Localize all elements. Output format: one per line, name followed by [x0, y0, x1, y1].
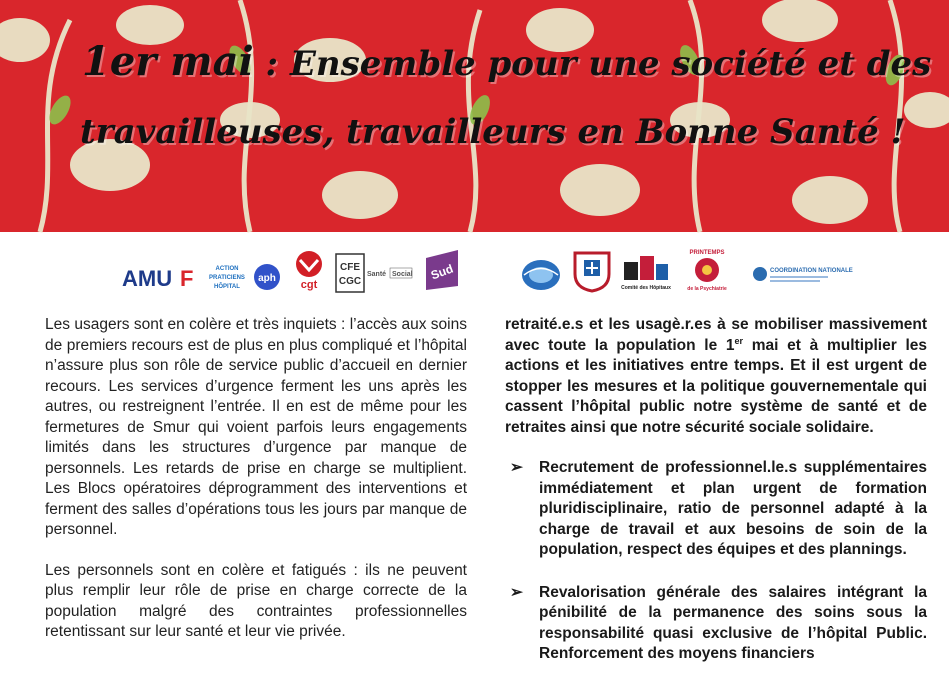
svg-text:Comité des Hôpitaux: Comité des Hôpitaux	[621, 285, 671, 291]
logo-shield	[572, 250, 612, 292]
ordinal-superscript: er	[734, 335, 744, 346]
logo-amuf	[120, 262, 200, 292]
left-column	[45, 315, 467, 663]
logo-sante-social	[366, 266, 412, 280]
svg-text:COORDINATION NATIONALE: COORDINATION NATIONALE	[770, 268, 853, 274]
arrow-bullet-icon: ➢	[510, 459, 523, 476]
logo-cgt	[292, 250, 326, 292]
arrow-bullet-icon: ➢	[510, 583, 523, 601]
svg-text:Sud: Sud	[428, 261, 456, 283]
title-colon: :	[253, 44, 290, 84]
svg-text:aph: aph	[258, 273, 276, 284]
right-paragraph-mobilisation	[505, 315, 927, 438]
logo-comite-des-hopitaux	[618, 252, 674, 292]
right-paragraph-text-b: mai et à multiplier les actions et les initiatives entre temps. Et il est urgent de stopper les mesures et la politique gouvernementale qui cassent l’hôpital public notre système de santé et de retraites ainsi que notre sécurité sociale solidaire.	[505, 336, 927, 436]
svg-text:CGC: CGC	[338, 276, 362, 287]
svg-text:CFE: CFE	[340, 262, 360, 273]
svg-text:HÔPITAL: HÔPITAL	[214, 284, 240, 290]
demand-item-recrutement	[505, 458, 927, 561]
demand-text: Revalorisation générale des salaires intégrant la pénibilité de la permanence des soins sous la responsabilité quasi exclusive de l’hôpital Public. Renforcement des moyens financiers	[539, 583, 927, 662]
logo-aph	[252, 263, 282, 291]
logo-cfe-cgc	[335, 253, 365, 293]
right-paragraph-text-a: retraité.e.s et les usagè.r.es à se mobiliser massivement avec toute la population le 1	[505, 316, 927, 354]
svg-text:de la Psychiatrie: de la Psychiatrie	[687, 286, 727, 292]
banner	[0, 0, 949, 232]
svg-text:AMU: AMU	[122, 266, 173, 291]
demand-item-revalorisation	[505, 583, 927, 665]
banner-title-line-1	[82, 38, 931, 85]
right-column	[505, 315, 927, 687]
svg-text:F: F	[180, 266, 194, 291]
title-date: 1er mai	[82, 38, 254, 85]
banner-title-line-2: travailleuses, travailleurs en Bonne Santé !	[80, 112, 906, 152]
svg-text:ACTION: ACTION	[215, 266, 239, 272]
logo-sud	[422, 248, 462, 292]
svg-text:Santé: Santé	[367, 271, 387, 278]
svg-text:PRATICIENS: PRATICIENS	[209, 275, 245, 281]
logo-coordination-nationale	[752, 262, 853, 286]
left-paragraph-usagers: Les usagers sont en colère et très inquiets : l’accès aux soins de premiers recours est de plus en plus compliqué et l’hôpital n’assure plus son rôle de service public d’accueil en dernier recours. Les services d’urgence ferment les uns après les autres, ou restreignent l’entrée. Il en est de même pour les fermetures de Smur qui voient parfois leurs engagements limités dans les structures d’urgence par manque de personnels. Les retards de prise en charge se multiplient. Les Blocs opératoires déprogramment des interventions et ferment des salles d’opérations tous les jours par manque de personnel.	[45, 316, 467, 538]
svg-text:PRINTEMPS: PRINTEMPS	[689, 250, 725, 256]
logo-globe	[520, 258, 562, 292]
left-paragraph-personnels: Les personnels sont en colère et fatigués : ils ne peuvent plus remplir leur rôle de prise en charge correcte de la population malgré des contraintes professionnelles retentissant sur leur santé et leur vie privée.	[45, 561, 467, 640]
svg-text:cgt: cgt	[300, 279, 318, 291]
svg-text:Social: Social	[392, 271, 413, 278]
logo-action-praticiens-hopital	[204, 262, 250, 292]
demand-text: Recrutement de professionnel.le.s supplémentaires immédiatement et plan urgent de formation pluridisciplinaire, ratio de personnel adapté à la charge de travail et aux besoins de soin de la population, respect des équipes et des plannings.	[539, 459, 927, 558]
logo-printemps-psychiatrie	[682, 246, 732, 292]
title-slogan-part1: Ensemble pour une société et des	[289, 44, 932, 84]
